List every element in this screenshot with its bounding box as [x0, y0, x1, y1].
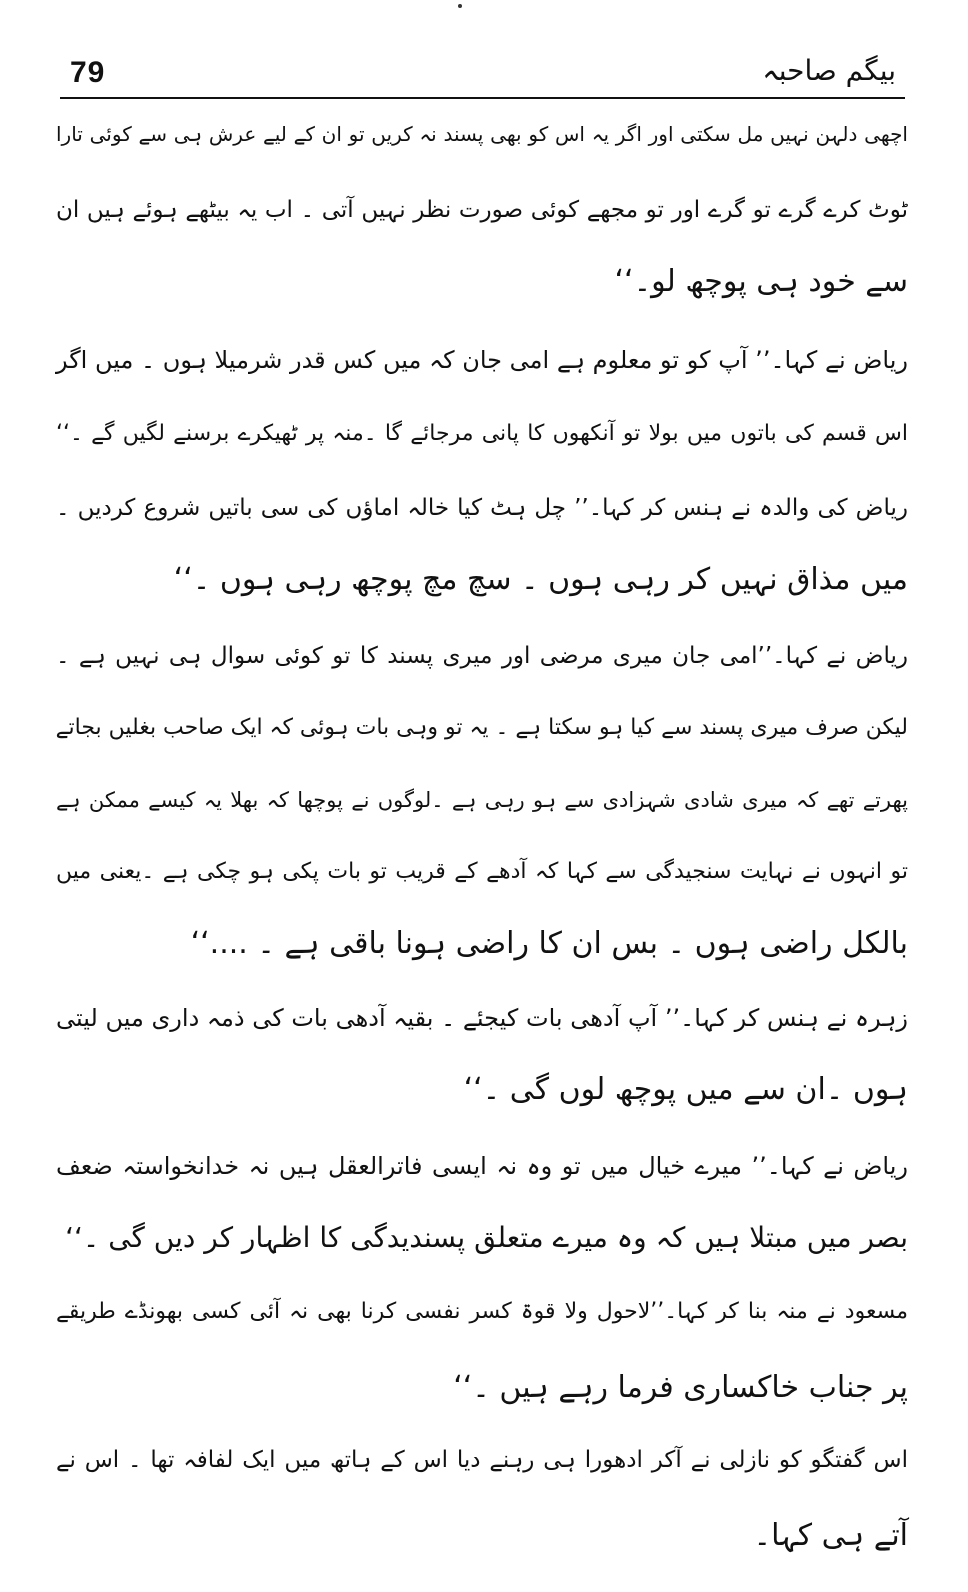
page-body [56, 112, 908, 1572]
page-header [62, 52, 902, 96]
text-line-17: مسعود نے منہ بنا کر کہا۔’’لاحول ولا قوۃ کسر نفسی کرنا بھی نہ آئی کسی بھونڈے طریقے [56, 1299, 908, 1324]
text-line-20: آتے ہی کہا۔ [753, 1518, 908, 1553]
text-line-10: پھرتے تھے کہ میری شادی شہزادی سے ہو رہی ہے ۔لوگوں نے پوچھا کہ بھلا یہ کیسے ممکن ہے [56, 788, 908, 812]
text-line-2: ٹوٹ کرے گرے تو گرے اور تو مجھے کوئی صورت نظر نہیں آتی ۔ اب یہ بیٹھے ہوئے ہیں ان [56, 197, 908, 223]
text-line-3: سے خود ہی پوچھ لو۔‘‘ [614, 264, 908, 299]
text-line-15: ریاض نے کہا۔’’ میرے خیال میں تو وہ نہ ایسی فاترالعقل ہیں نہ خدانخواستہ ضعف [56, 1152, 908, 1180]
text-line-6: ریاض کی والدہ نے ہنس کر کہا۔’’ چل ہٹ کیا خالہ اماؤں کی سی باتیں شروع کردیں ۔ [56, 495, 908, 521]
text-line-18: پر جناب خاکساری فرما رہے ہیں ۔‘‘ [453, 1370, 908, 1405]
text-line-1: اچھی دلہن نہیں مل سکتی اور اگر یہ اس کو بھی پسند نہ کریں تو ان کے لیے عرش ہی سے کوئی تارا [56, 122, 908, 146]
text-line-4: ریاض نے کہا۔’’ آپ کو تو معلوم ہے امی جان کہ میں کس قدر شرمیلا ہوں ۔ میں اگر [56, 346, 908, 374]
header-rule [60, 97, 905, 99]
running-title: بیگم صاحبہ [762, 54, 896, 87]
text-line-14: ہوں ۔ان سے میں پوچھ لوں گی ۔‘‘ [463, 1072, 908, 1107]
ink-dot [458, 4, 462, 8]
text-line-19: اس گفتگو کو نازلی نے آکر ادھورا ہی رہنے دیا اس کے ہاتھ میں ایک لفافہ تھا ۔ اس نے [56, 1447, 908, 1473]
text-line-7: میں مذاق نہیں کر رہی ہوں ۔ سچ مچ پوچھ رہی ہوں ۔‘‘ [173, 562, 908, 597]
text-line-11: تو انہوں نے نہایت سنجیدگی سے کہا کہ آدھے کے قریب تو بات پکی ہو چکی ہے ۔یعنی میں [56, 859, 908, 884]
text-line-13: زہرہ نے ہنس کر کہا۔’’ آپ آدھی بات کیجئے ۔ بقیہ آدھی بات کی ذمہ داری میں لیتی [56, 1004, 908, 1032]
text-line-16: بصر میں مبتلا ہیں کہ وہ میرے متعلق پسندیدگی کا اظہار کر دیں گی ۔‘‘ [65, 1221, 908, 1254]
text-line-9: لیکن صرف میری پسند سے کیا ہو سکتا ہے ۔ یہ تو وہی بات ہوئی کہ ایک صاحب بغلیں بجاتے [55, 715, 908, 740]
page-number: 79 [70, 56, 106, 89]
text-line-12: بالکل راضی ہوں ۔ بس ان کا راضی ہونا باقی ہے ۔ ....‘‘ [190, 926, 908, 961]
text-line-5: اس قسم کی باتوں میں بولا تو آنکھوں کا پانی مرجائے گا ۔منہ پر ٹھیکرے برسنے لگیں گے ۔‘‘ [56, 421, 908, 446]
text-line-8: ریاض نے کہا۔’’امی جان میری مرضی اور میری پسند کا تو کوئی سوال ہی نہیں ہے ۔ [56, 643, 908, 669]
